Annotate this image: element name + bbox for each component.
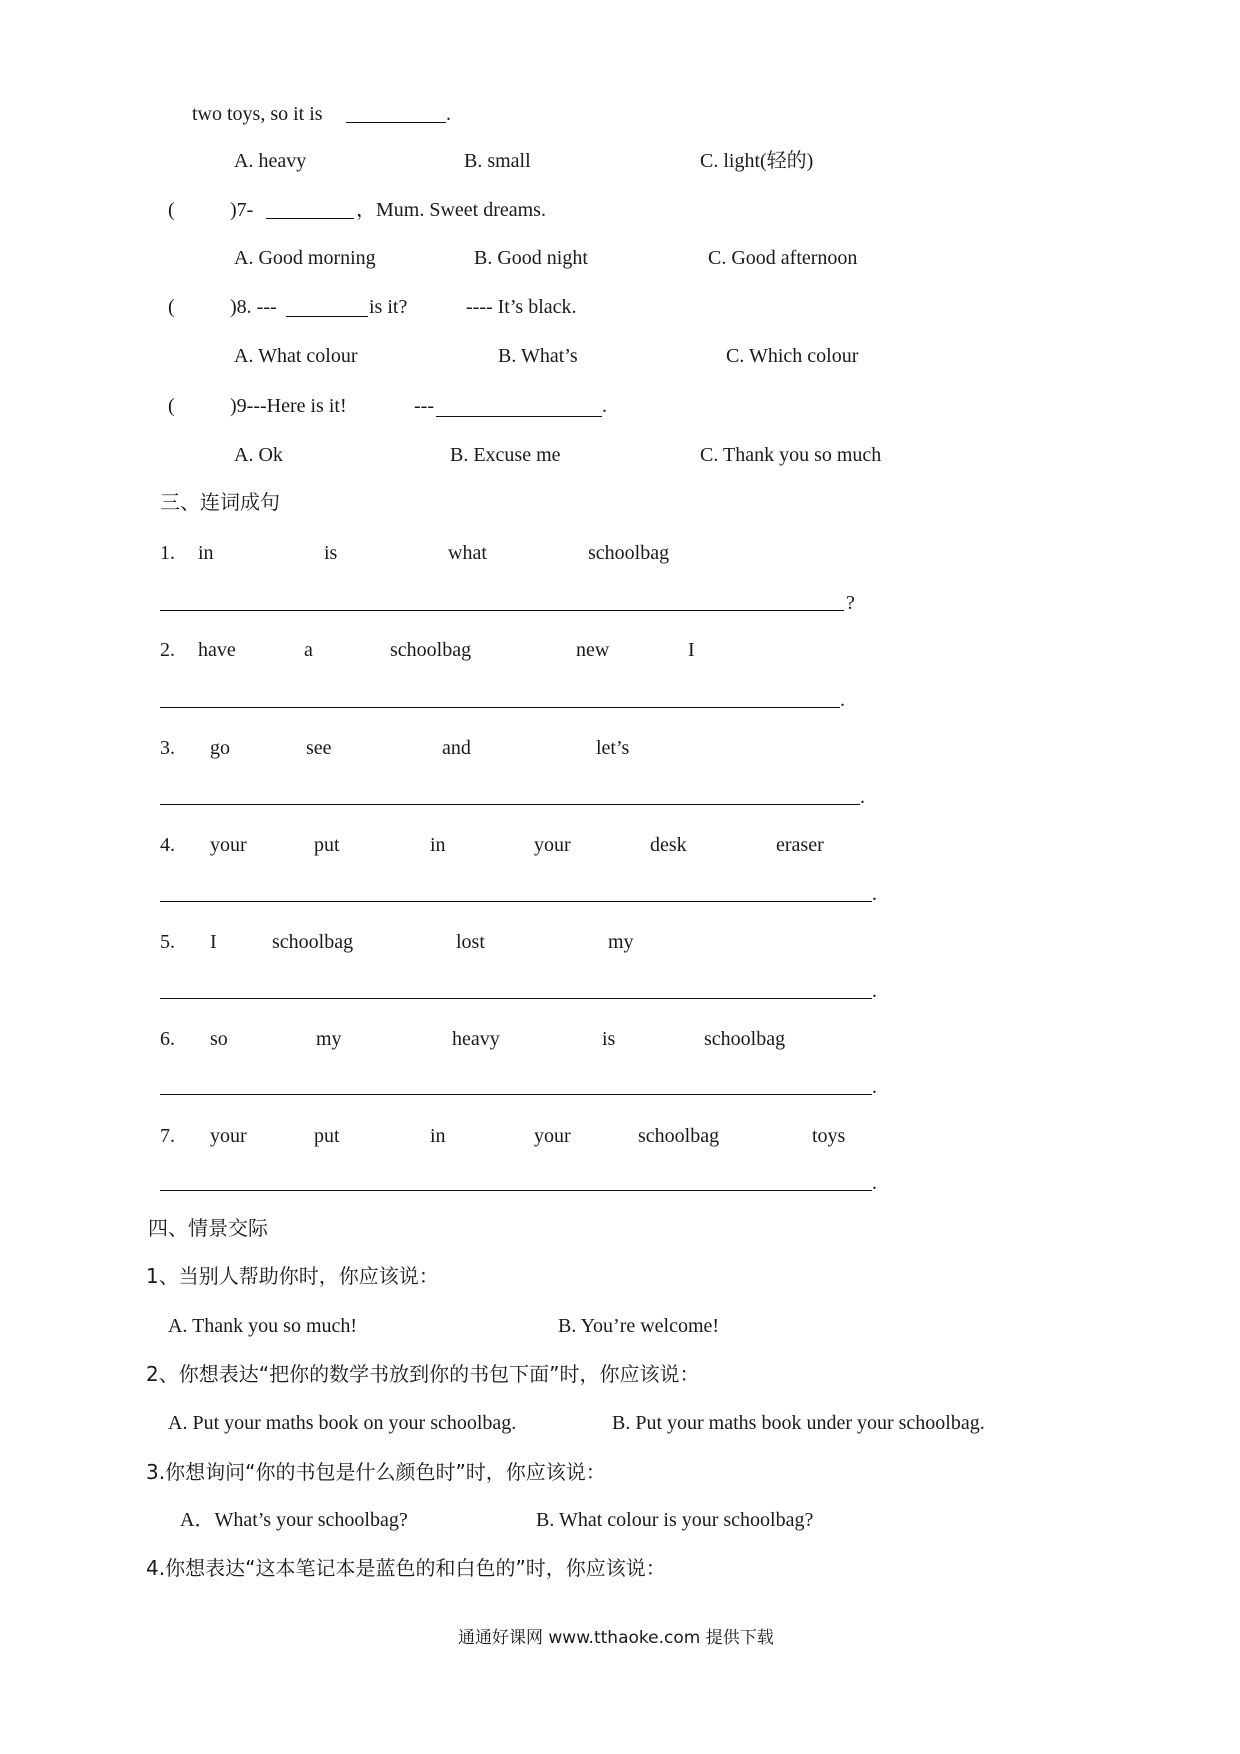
s3-item5-word: I <box>210 931 217 953</box>
s3-item7-word: schoolbag <box>638 1125 720 1147</box>
s3-item5-word: my <box>608 931 634 953</box>
q9-option-a: A. Ok <box>234 444 283 466</box>
q8-option-b: B. What’s <box>498 345 578 367</box>
s4-q2-option-a: A. Put your maths book on your schoolbag. <box>168 1412 517 1434</box>
q6-end: . <box>446 103 451 125</box>
q8-paren: ( <box>168 296 175 318</box>
s3-item4-word: in <box>430 834 446 856</box>
q9-option-c: C. Thank you so much <box>700 444 882 466</box>
s3-item2-word: I <box>688 639 695 661</box>
s3-item2-word: new <box>576 639 610 661</box>
q7-option-b: B. Good night <box>474 247 588 269</box>
s4-q1-option-b: B. You’re welcome! <box>558 1315 720 1337</box>
s3-item6-word: heavy <box>452 1028 500 1050</box>
s3-item2-answer-line <box>160 707 840 708</box>
s3-item2-number: 2. <box>160 639 175 661</box>
s3-item3-word: and <box>442 737 471 759</box>
s3-item6-word: my <box>316 1028 342 1050</box>
q8-blank <box>286 316 368 317</box>
s3-item6-answer-line <box>160 1094 872 1095</box>
s3-item2-word: have <box>198 639 236 661</box>
s3-item5-number: 5. <box>160 931 175 953</box>
s3-item6-word: so <box>210 1028 228 1050</box>
q6-option-c: C. light(轻的) <box>700 150 814 172</box>
s4-q1-option-a: A. Thank you so much! <box>168 1315 358 1337</box>
s3-item7-end: . <box>872 1172 877 1194</box>
s3-item7-word: your <box>534 1125 571 1147</box>
s3-item5-word: schoolbag <box>272 931 354 953</box>
s3-item7-word: put <box>314 1125 340 1147</box>
s3-item2-word: a <box>304 639 313 661</box>
s3-item1-word: is <box>324 542 338 564</box>
q6-option-a: A. heavy <box>234 150 307 172</box>
s4-q3-option-b: B. What colour is your schoolbag? <box>536 1509 814 1531</box>
q9-paren: ( <box>168 395 175 417</box>
page-footer: 通通好课网 www.tthaoke.com 提供下载 <box>458 1628 774 1648</box>
s3-item6-word: schoolbag <box>704 1028 786 1050</box>
section4-title: 四、情景交际 <box>148 1216 268 1240</box>
s3-item6-word: is <box>602 1028 616 1050</box>
s3-item4-end: . <box>872 883 877 905</box>
s3-item2-end: . <box>840 689 845 711</box>
s3-item7-number: 7. <box>160 1125 175 1147</box>
s4-q2-prompt: 2、你想表达“把你的数学书放到你的书包下面”时，你应该说： <box>146 1362 700 1386</box>
s3-item5-end: . <box>872 980 877 1002</box>
s3-item4-word: your <box>210 834 247 856</box>
q7-number: )7- <box>230 199 254 221</box>
s4-q2-option-b: B. Put your maths book under your schoolbag. <box>612 1412 985 1434</box>
q9-end: . <box>602 395 607 417</box>
s3-item6-end: . <box>872 1076 877 1098</box>
q6-blank <box>346 122 446 123</box>
s3-item1-word: in <box>198 542 214 564</box>
s3-item7-word: your <box>210 1125 247 1147</box>
s3-item4-word: desk <box>650 834 687 856</box>
q8-option-a: A. What colour <box>234 345 358 367</box>
s4-q1-prompt: 1、当别人帮助你时，你应该说： <box>146 1264 439 1288</box>
s3-item7-answer-line <box>160 1190 872 1191</box>
s3-item1-number: 1. <box>160 542 175 564</box>
q8-text: is it? <box>369 296 408 318</box>
s3-item4-number: 4. <box>160 834 175 856</box>
q6-tail-text: two toys, so it is <box>192 103 323 125</box>
s3-item4-word: eraser <box>776 834 824 856</box>
s3-item1-answer-line <box>160 610 844 611</box>
q7-option-c: C. Good afternoon <box>708 247 858 269</box>
q8-reply: ---- It’s black. <box>466 296 577 318</box>
q7-paren: ( <box>168 199 175 221</box>
s3-item3-word: see <box>306 737 332 759</box>
s3-item5-answer-line <box>160 998 872 999</box>
s3-item3-end: . <box>860 786 865 808</box>
s3-item7-word: toys <box>812 1125 846 1147</box>
s3-item4-answer-line <box>160 901 872 902</box>
s3-item3-answer-line <box>160 804 860 805</box>
s3-item3-word: let’s <box>596 737 630 759</box>
s4-q3-option-a: A．What’s your schoolbag? <box>180 1509 408 1531</box>
s3-item4-word: put <box>314 834 340 856</box>
q8-number: )8. --- <box>230 296 277 318</box>
q7-text: ，Mum. Sweet dreams. <box>356 199 546 221</box>
q9-blank <box>436 416 602 417</box>
s3-item3-number: 3. <box>160 737 175 759</box>
s3-item6-number: 6. <box>160 1028 175 1050</box>
q9-option-b: B. Excuse me <box>450 444 561 466</box>
q6-option-b: B. small <box>464 150 531 172</box>
s3-item2-word: schoolbag <box>390 639 472 661</box>
s3-item4-word: your <box>534 834 571 856</box>
s3-item1-word: what <box>448 542 487 564</box>
q7-option-a: A. Good morning <box>234 247 376 269</box>
s3-item5-word: lost <box>456 931 485 953</box>
q7-blank <box>266 218 354 219</box>
section3-title: 三、连词成句 <box>160 490 280 514</box>
q8-option-c: C. Which colour <box>726 345 859 367</box>
q9-dash: --- <box>414 395 434 417</box>
s3-item1-word: schoolbag <box>588 542 670 564</box>
q9-text: )9---Here is it! <box>230 395 347 417</box>
s3-item7-word: in <box>430 1125 446 1147</box>
s4-q3-prompt: 3.你想询问“你的书包是什么颜色时”时，你应该说： <box>146 1460 606 1484</box>
s3-item1-end: ? <box>846 592 855 614</box>
s3-item3-word: go <box>210 737 230 759</box>
s4-q4-prompt: 4.你想表达“这本笔记本是蓝色的和白色的”时，你应该说： <box>146 1556 666 1580</box>
